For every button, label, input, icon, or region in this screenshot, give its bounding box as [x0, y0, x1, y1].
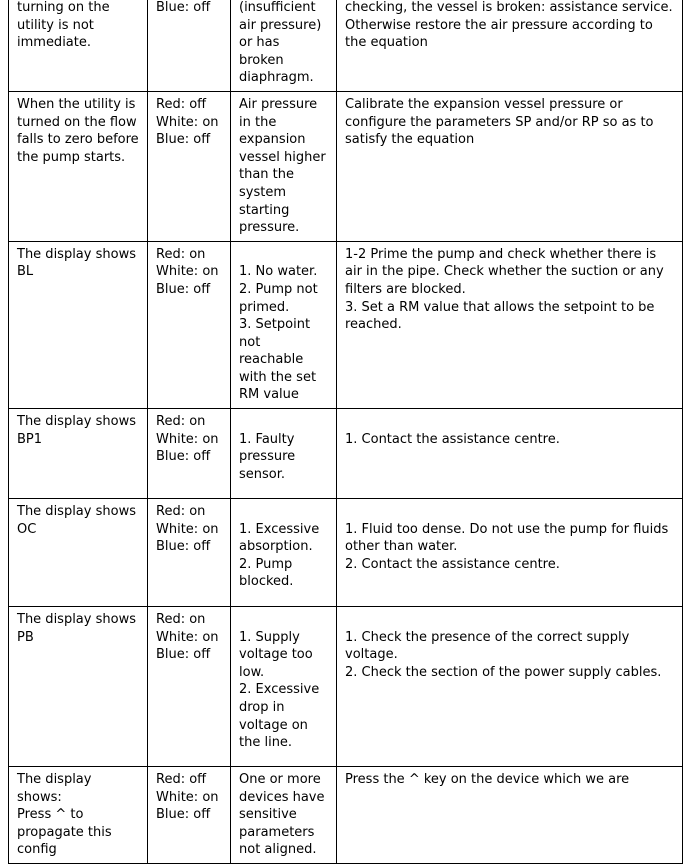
problem-cell-line: The display shows — [17, 414, 136, 430]
cause-cell-line: 1. No water. — [239, 264, 318, 280]
problem-cell-line: The display shows — [17, 246, 136, 262]
cause-cell-line: 3. Setpoint — [239, 317, 311, 333]
remedy-cell-line: 1. Fluid too dense. Do not use the pump for fluids — [345, 521, 669, 537]
indication-cell-line: Red: on — [156, 612, 206, 628]
problem-cell-line: propagate this — [17, 824, 112, 840]
indication-cell — [148, 607, 231, 767]
indication-cell-line: White: on — [156, 629, 219, 645]
remedy-cell-line: other than water. — [345, 539, 458, 555]
cause-cell-line: or has broken — [239, 35, 284, 68]
cause-cell-line: expansion — [239, 132, 306, 148]
problem-cell-line: BP1 — [17, 431, 43, 447]
cause-cell-line: voltage too — [239, 647, 313, 663]
remedy-cell-line: reached. — [345, 317, 402, 333]
indication-cell-line: Blue: off — [156, 449, 211, 465]
table-row — [9, 241, 683, 408]
indication-cell-line: Red: on — [156, 504, 206, 520]
problem-cell — [9, 241, 148, 408]
cause-cell — [231, 0, 337, 91]
remedy-cell — [337, 241, 683, 408]
cause-cell — [231, 409, 337, 499]
cause-cell-line: 2. Pump — [239, 556, 293, 572]
cause-cell-line: not aligned. — [239, 842, 317, 858]
troubleshooting-table — [8, 0, 683, 864]
problem-cell-line: falls to zero before — [17, 132, 139, 148]
problem-cell-line: Press ^ to — [17, 807, 84, 823]
remedy-cell-line: configure the parameters SP and/or RP so as to — [345, 114, 654, 130]
indication-cell-line: White: on — [156, 431, 219, 447]
problem-cell-line: immediate. — [17, 35, 91, 51]
problem-cell — [9, 499, 148, 607]
remedy-cell-line: 2. Check the section of the power supply cables. — [345, 664, 662, 680]
problem-cell-line: utility is not — [17, 17, 94, 33]
cause-cell-line: parameters — [239, 824, 315, 840]
cause-cell-line: with the set — [239, 369, 317, 385]
indication-cell — [148, 241, 231, 408]
cause-cell-line: pressure. — [239, 220, 300, 236]
problem-cell-line: turning on the — [17, 0, 110, 15]
problem-cell-line: OC — [17, 521, 37, 537]
cause-cell-line: blocked. — [239, 574, 294, 590]
remedy-cell-line: checking, the vessel is broken: assistance service. — [345, 0, 673, 15]
remedy-cell-line: 2. Contact the assistance centre. — [345, 556, 560, 572]
cause-cell-line: starting — [239, 202, 290, 218]
cause-cell-line: voltage on — [239, 717, 308, 733]
remedy-cell-line: 1. Check the presence of the correct supply — [345, 629, 630, 645]
table-row — [9, 767, 683, 864]
indication-cell — [148, 767, 231, 864]
remedy-cell — [337, 91, 683, 241]
table-row — [9, 409, 683, 499]
remedy-cell-line: 1-2 Prime the pump and check whether there is — [345, 246, 657, 262]
problem-cell-line: When the utility is — [17, 96, 136, 112]
cause-cell-line: 1. Faulty — [239, 431, 295, 447]
cause-cell — [231, 607, 337, 767]
cause-cell-line: 1. Supply — [239, 629, 300, 645]
cause-cell-line: diaphragm. — [239, 70, 314, 86]
remedy-cell — [337, 499, 683, 607]
cause-cell-line: 1. Excessive — [239, 521, 320, 537]
remedy-cell-line: Press the ^ key on the device which we are — [345, 772, 630, 788]
indication-cell-line: Red: off — [156, 96, 207, 112]
problem-cell — [9, 91, 148, 241]
indication-cell-line: White: on — [156, 264, 219, 280]
cause-cell-line: 2. Excessive — [239, 682, 320, 698]
cause-cell-line: sensor. — [239, 466, 286, 482]
cause-cell-line: One or more — [239, 772, 321, 788]
cause-cell-line: primed. — [239, 299, 290, 315]
cause-cell-line: system — [239, 184, 286, 200]
indication-cell-line: Blue: off — [156, 0, 211, 15]
remedy-cell-line: the equation — [345, 35, 428, 51]
remedy-cell — [337, 767, 683, 864]
problem-cell-line: BL — [17, 264, 34, 280]
cause-cell-line: Air pressure — [239, 96, 318, 112]
problem-cell-line: PB — [17, 629, 34, 645]
cause-cell — [231, 91, 337, 241]
cause-cell-line: air pressure) — [239, 17, 322, 33]
cause-cell-line: sensitive — [239, 807, 297, 823]
remedy-cell — [337, 409, 683, 499]
cause-cell-line: than the — [239, 167, 295, 183]
cause-cell-line: vessel higher — [239, 149, 326, 165]
problem-cell — [9, 607, 148, 767]
problem-cell-line: config — [17, 842, 57, 858]
problem-cell-line: The display shows — [17, 612, 136, 628]
table-row — [9, 607, 683, 767]
cause-cell — [231, 241, 337, 408]
cause-cell-line: the line. — [239, 735, 293, 751]
problem-cell-line: turned on the flow — [17, 114, 137, 130]
cause-cell-line: in the — [239, 114, 277, 130]
problem-cell-line: The display shows — [17, 504, 136, 520]
remedy-cell-line: satisfy the equation — [345, 132, 475, 148]
cause-cell-line: (insufficient — [239, 0, 316, 15]
remedy-cell-line: Otherwise restore the air pressure according to — [345, 17, 653, 33]
cause-cell-line: drop in — [239, 700, 285, 716]
indication-cell-line: Blue: off — [156, 539, 211, 555]
problem-cell — [9, 0, 148, 91]
indication-cell-line: Blue: off — [156, 281, 211, 297]
indication-cell — [148, 409, 231, 499]
remedy-cell-line: voltage. — [345, 647, 398, 663]
cause-cell-line: not reachable — [239, 334, 304, 368]
indication-cell-line: Blue: off — [156, 132, 211, 148]
table-row — [9, 0, 683, 91]
problem-cell-line: The display shows: — [17, 772, 92, 805]
remedy-cell — [337, 607, 683, 767]
indication-cell-line: White: on — [156, 114, 219, 130]
remedy-cell-line: air in the pipe. Check whether the suction or any — [345, 264, 664, 280]
indication-cell-line: White: on — [156, 789, 219, 805]
table-body — [9, 0, 683, 864]
indication-cell — [148, 91, 231, 241]
cause-cell-line: devices have — [239, 789, 325, 805]
cause-cell-line: 2. Pump not — [239, 281, 318, 297]
table-row — [9, 499, 683, 607]
cause-cell — [231, 499, 337, 607]
table-row — [9, 91, 683, 241]
indication-cell — [148, 499, 231, 607]
indication-cell-line: Red: on — [156, 414, 206, 430]
remedy-cell-line: filters are blocked. — [345, 281, 466, 297]
indication-cell-line: Blue: off — [156, 647, 211, 663]
problem-cell — [9, 767, 148, 864]
indication-cell — [148, 0, 231, 91]
remedy-cell-line: 1. Contact the assistance centre. — [345, 431, 560, 447]
indication-cell-line: White: on — [156, 521, 219, 537]
remedy-cell-line: 3. Set a RM value that allows the setpoint to be — [345, 299, 655, 315]
remedy-cell-line: Calibrate the expansion vessel pressure or — [345, 96, 623, 112]
cause-cell — [231, 767, 337, 864]
problem-cell — [9, 409, 148, 499]
remedy-cell — [337, 0, 683, 91]
cause-cell-line: absorption. — [239, 539, 313, 555]
indication-cell-line: Red: on — [156, 246, 206, 262]
cause-cell-line: low. — [239, 664, 265, 680]
indication-cell-line: Red: off — [156, 772, 207, 788]
problem-cell-line: the pump starts. — [17, 149, 126, 165]
cause-cell-line: RM value — [239, 387, 299, 403]
cause-cell-line: pressure — [239, 449, 296, 465]
indication-cell-line: Blue: off — [156, 807, 211, 823]
